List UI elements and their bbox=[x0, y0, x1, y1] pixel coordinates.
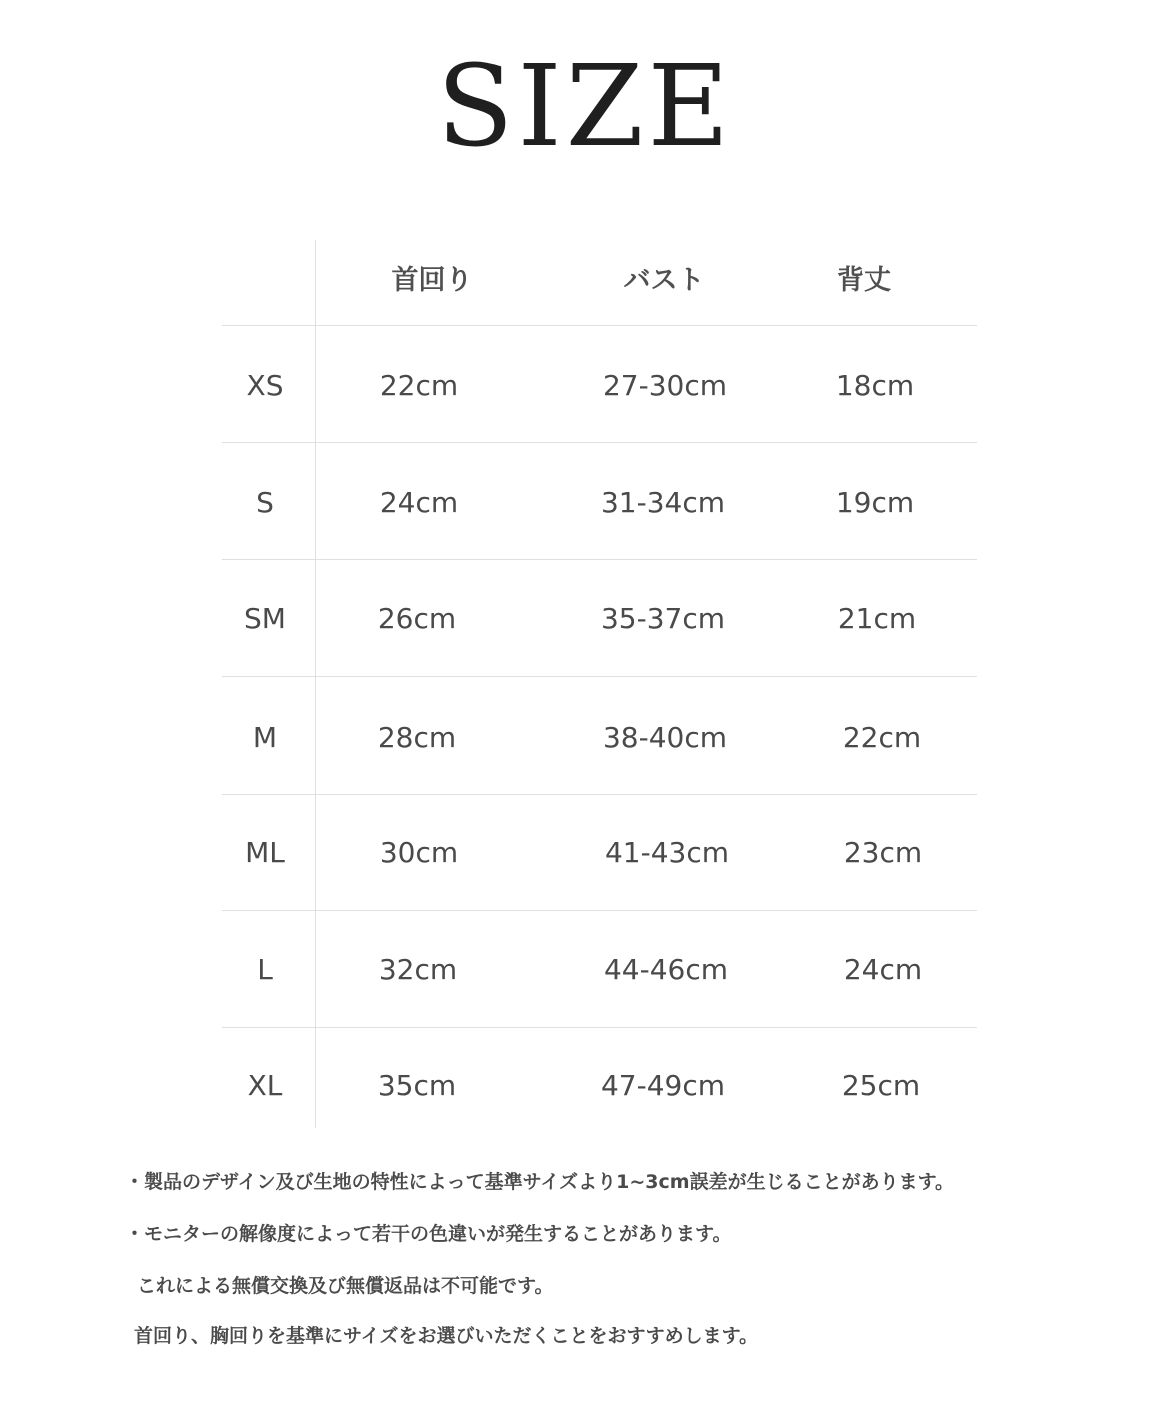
bust-value: 27-30cm bbox=[602, 369, 728, 402]
row-divider bbox=[222, 325, 977, 326]
bust-value: 41-43cm bbox=[604, 836, 730, 869]
size-table bbox=[222, 240, 977, 1128]
bust-value: 35-37cm bbox=[600, 602, 726, 635]
size-label: XS bbox=[246, 369, 284, 402]
neck-value: 32cm bbox=[378, 953, 458, 986]
length-value: 24cm bbox=[843, 953, 923, 986]
column-divider bbox=[315, 240, 316, 1128]
header-bust: バスト bbox=[623, 265, 705, 296]
length-value: 22cm bbox=[842, 721, 922, 754]
neck-value: 22cm bbox=[379, 369, 459, 402]
note-item: ・製品のデザイン及び生地の特性によって基準サイズより1~3cm誤差が生じることがあります。 bbox=[125, 1171, 955, 1193]
neck-value: 28cm bbox=[377, 721, 457, 754]
size-label: S bbox=[256, 486, 274, 519]
bust-value: 47-49cm bbox=[600, 1069, 726, 1102]
length-value: 23cm bbox=[843, 836, 923, 869]
length-value: 18cm bbox=[835, 369, 915, 402]
length-value: 19cm bbox=[835, 486, 915, 519]
header-neck: 首回り bbox=[391, 265, 473, 296]
bust-value: 44-46cm bbox=[603, 953, 729, 986]
neck-value: 26cm bbox=[377, 602, 457, 635]
row-divider bbox=[222, 1027, 977, 1028]
header-length: 背丈 bbox=[837, 265, 891, 296]
bust-value: 38-40cm bbox=[602, 721, 728, 754]
size-label: ML bbox=[245, 836, 285, 869]
size-label: SM bbox=[244, 602, 286, 635]
size-label: L bbox=[257, 953, 273, 986]
size-label: M bbox=[252, 721, 278, 754]
row-divider bbox=[222, 559, 977, 560]
neck-value: 30cm bbox=[379, 836, 459, 869]
row-divider bbox=[222, 794, 977, 795]
length-value: 21cm bbox=[837, 602, 917, 635]
size-label: XL bbox=[247, 1069, 283, 1102]
note-item: 首回り、胸回りを基準にサイズをお選びいただくことをおすすめします。 bbox=[134, 1325, 759, 1347]
row-divider bbox=[222, 910, 977, 911]
note-item: これによる無償交換及び無償返品は不可能です。 bbox=[137, 1275, 554, 1297]
length-value: 25cm bbox=[841, 1069, 921, 1102]
row-divider bbox=[222, 442, 977, 443]
bust-value: 31-34cm bbox=[600, 486, 726, 519]
page-title: SIZE bbox=[436, 42, 734, 172]
row-divider bbox=[222, 676, 977, 677]
neck-value: 24cm bbox=[379, 486, 459, 519]
note-item: ・モニターの解像度によって若干の色違いが発生することがあります。 bbox=[125, 1223, 732, 1245]
neck-value: 35cm bbox=[377, 1069, 457, 1102]
